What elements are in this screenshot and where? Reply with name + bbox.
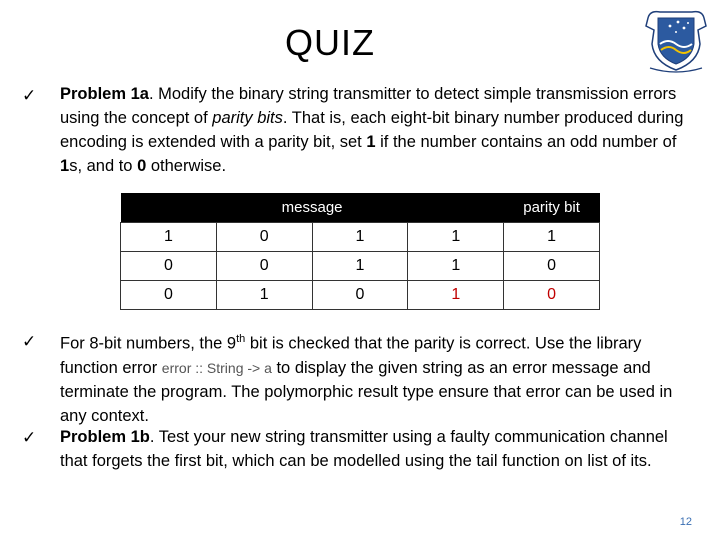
bit-cell: 0 [121, 252, 217, 281]
bit-cell: 1 [504, 223, 600, 252]
bit-cell: 1 [408, 252, 504, 281]
bullet-problem-1b [60, 425, 690, 473]
bullet-check-icon: ✓ [22, 428, 37, 448]
bit-cell: 1 [312, 223, 408, 252]
bit-cell: 0 [504, 252, 600, 281]
bit-cell: 1 [312, 252, 408, 281]
page-number: 12 [679, 516, 692, 528]
bit-cell: 1 [121, 223, 217, 252]
table-row [121, 252, 600, 281]
bit-cell: 1 [408, 223, 504, 252]
text-run: Problem 1a [60, 85, 149, 103]
bullet-parity-check [60, 327, 690, 428]
bit-cell: 1 [408, 281, 504, 310]
text-run: Problem 1b [60, 428, 150, 446]
table-row [121, 281, 600, 310]
text-run: For 8-bit numbers, the 9 [60, 334, 237, 353]
text-run: bit is checked that the parity is correct. Use the library function error [60, 334, 642, 377]
bit-cell: 0 [216, 252, 312, 281]
text-run: otherwise. [146, 157, 227, 175]
text-run: parity bits [212, 109, 283, 127]
bullet-check-icon: ✓ [22, 332, 37, 352]
bullet-problem-1a [60, 82, 690, 178]
parity-bit-table [120, 193, 600, 310]
bit-cell: 0 [121, 281, 217, 310]
header-parity-bit: parity bit [504, 193, 600, 223]
bit-cell: 0 [504, 281, 600, 310]
university-crest-logo [640, 4, 712, 76]
text-run: if the number contains an odd number of [375, 133, 677, 151]
table-header-row [121, 193, 600, 223]
text-run: 1 [366, 133, 376, 151]
text-run: s, and to [69, 157, 138, 175]
bit-cell: 1 [216, 281, 312, 310]
text-run: . Modify the binary string transmitter to detect simple transmission errors using the concept of [60, 85, 677, 127]
text-run: 1 [60, 157, 70, 175]
bullet-check-icon: ✓ [22, 86, 37, 106]
text-run: 0 [137, 157, 147, 175]
table-row [121, 223, 600, 252]
text-run: th [236, 333, 246, 345]
slide-title: QUIZ [285, 22, 375, 63]
bit-cell: 0 [216, 223, 312, 252]
text-run: error :: String -> a [161, 359, 272, 376]
bit-cell: 0 [312, 281, 408, 310]
text-run: to display the given string as an error message and terminate the program. The polymorphic result type ensure that error can be used in any context. [60, 358, 673, 425]
header-message: message [121, 193, 504, 223]
text-run: . That is, each eight-bit binary number produced during encoding is extended with a parity bit, set [60, 109, 684, 151]
text-run: . Test your new string transmitter using a faulty communication channel that forgets the first bit, which can be modelled using the tail function on list of its. [60, 428, 668, 470]
